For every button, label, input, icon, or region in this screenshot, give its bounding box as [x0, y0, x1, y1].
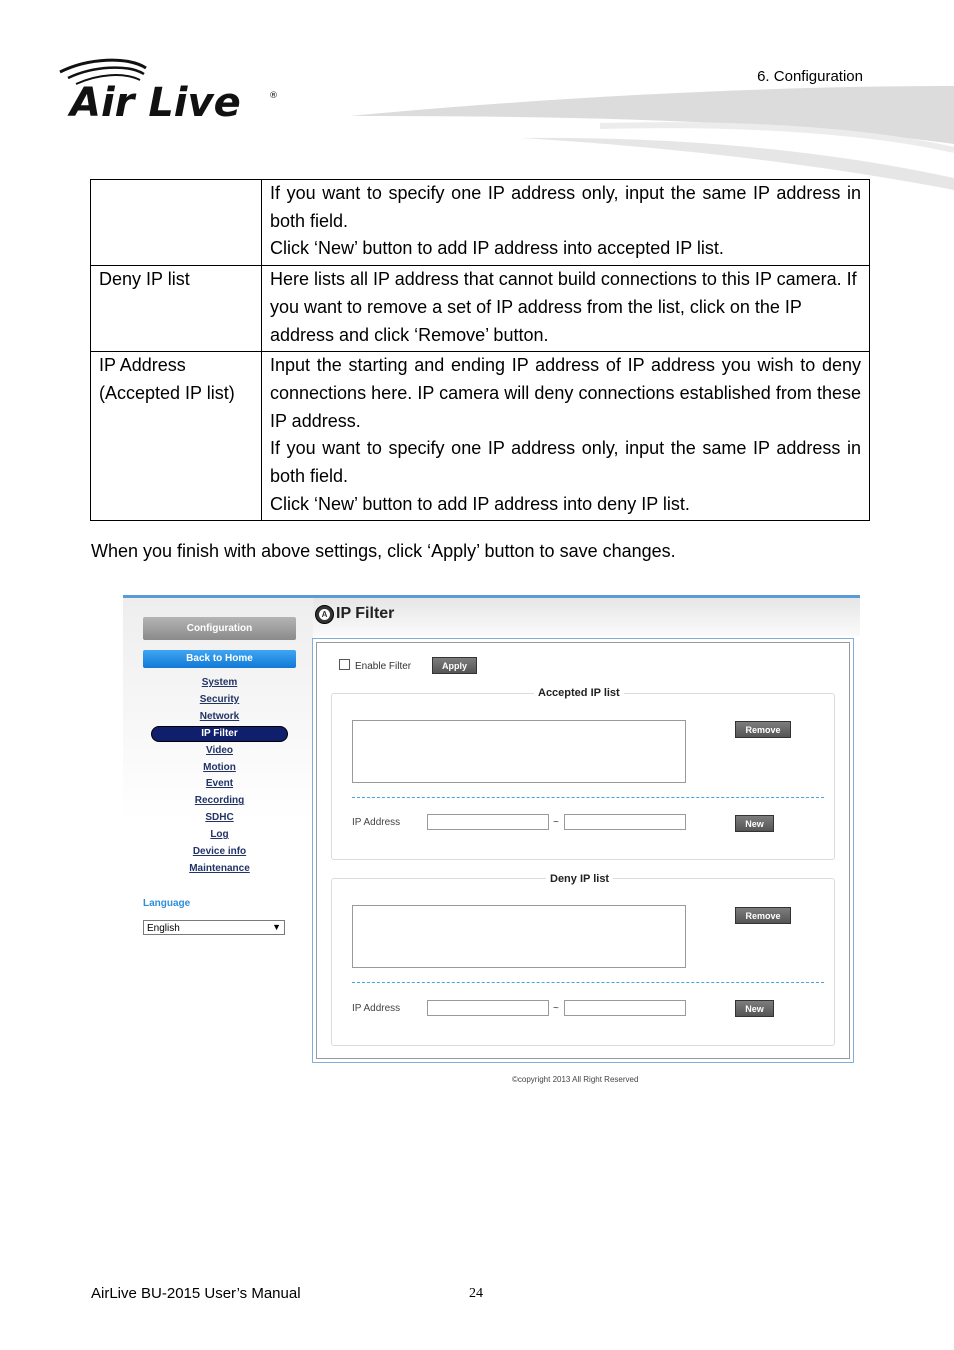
menu-item-sdhc[interactable]: SDHC — [205, 812, 234, 824]
range-separator: ~ — [553, 817, 559, 828]
desc-line: Here lists all IP address that cannot build connections to this IP camera. If you want to remove a set of IP address from the list, click on the IP address and click ‘Remove’ button. — [270, 269, 857, 345]
svg-text:®: ® — [269, 91, 278, 101]
enable-filter-label: Enable Filter — [355, 661, 412, 672]
deny-remove-button[interactable]: Remove — [735, 907, 791, 924]
desc-line: Input the starting and ending IP address of IP address you wish to deny connections here. IP camera will deny connections established from these IP address. — [270, 355, 861, 431]
footer-manual-title: AirLive BU-2015 User’s Manual — [91, 1285, 301, 1302]
language-select[interactable] — [143, 920, 285, 935]
label-line: IP Address — [99, 355, 186, 376]
divider — [352, 982, 824, 983]
airlive-logo — [58, 58, 283, 124]
logo-text: Air Live — [70, 80, 241, 124]
desc-line: Click ‘New’ button to add IP address into deny IP list. — [270, 493, 690, 514]
range-separator: ~ — [553, 1003, 559, 1014]
ip-filter-screenshot — [123, 595, 860, 1095]
table-cell-label — [91, 266, 262, 352]
ip-filter-icon: A — [315, 605, 334, 624]
label-line: (Accepted IP list) — [99, 382, 235, 403]
menu-item-video[interactable]: Video — [205, 744, 234, 756]
menu-item-network[interactable]: Network — [199, 710, 240, 722]
table-cell-description — [262, 266, 870, 352]
language-value: English — [147, 923, 180, 934]
menu-item-event[interactable]: Event — [205, 778, 234, 790]
enable-filter-checkbox[interactable] — [339, 659, 350, 670]
deny-ip-end-input[interactable] — [564, 1000, 686, 1016]
menu-item-maintenance[interactable]: Maintenance — [189, 862, 250, 874]
config-menu — [143, 675, 296, 878]
label-line: Deny IP list — [99, 269, 190, 290]
table-cell-description — [262, 180, 870, 266]
table-row — [91, 266, 870, 352]
chevron-down-icon: ▼ — [272, 922, 281, 932]
left-panel — [123, 598, 313, 1095]
accepted-ip-listbox[interactable] — [352, 720, 686, 783]
menu-item-system[interactable]: System — [201, 677, 238, 688]
table-row — [91, 352, 870, 521]
accepted-new-button[interactable]: New — [735, 815, 774, 832]
chapter-heading: 6. Configuration — [757, 68, 863, 85]
divider — [352, 797, 824, 798]
deny-ip-listbox[interactable] — [352, 905, 686, 968]
menu-item-log[interactable]: Log — [210, 829, 229, 841]
menu-item-device-info[interactable]: Device info — [192, 846, 247, 858]
title-bar — [313, 598, 860, 636]
menu-item-security[interactable]: Security — [199, 693, 240, 705]
menu-item-recording[interactable]: Recording — [194, 795, 245, 807]
finish-instruction: When you finish with above settings, click ‘Apply’ button to save changes. — [91, 541, 676, 561]
menu-item-motion[interactable]: Motion — [203, 761, 236, 773]
configuration-button[interactable]: Configuration — [143, 617, 296, 640]
table-cell-description — [262, 352, 870, 521]
settings-description-table — [90, 179, 870, 521]
apply-button[interactable]: Apply — [432, 657, 477, 674]
page-title-text: IP Filter — [336, 605, 395, 622]
accepted-remove-button[interactable]: Remove — [735, 721, 791, 738]
page-title — [315, 605, 394, 623]
desc-line: If you want to specify one IP address only, input the same IP address in both field. — [270, 183, 861, 231]
accepted-ip-address-label: IP Address — [352, 817, 401, 828]
table-cell-label — [91, 180, 262, 266]
deny-ip-legend: Deny IP list — [546, 873, 613, 885]
copyright-text: ©copyright 2013 All Right Reserved — [512, 1075, 639, 1084]
back-to-home-button[interactable]: Back to Home — [143, 650, 296, 668]
menu-item-ip-filter[interactable]: IP Filter — [152, 727, 287, 741]
accepted-ip-start-input[interactable] — [427, 814, 549, 830]
accepted-ip-end-input[interactable] — [564, 814, 686, 830]
deny-ip-start-input[interactable] — [427, 1000, 549, 1016]
deny-ip-address-label: IP Address — [352, 1003, 401, 1014]
table-row — [91, 180, 870, 266]
deny-new-button[interactable]: New — [735, 1000, 774, 1017]
desc-line: Click ‘New’ button to add IP address into accepted IP list. — [270, 238, 724, 259]
accepted-ip-legend: Accepted IP list — [534, 687, 624, 699]
table-cell-label — [91, 352, 262, 521]
language-label: Language — [143, 898, 191, 909]
desc-line: If you want to specify one IP address only, input the same IP address in both field. — [270, 438, 861, 487]
footer-page-number: 24 — [469, 1286, 483, 1301]
enable-filter-row — [339, 659, 411, 672]
